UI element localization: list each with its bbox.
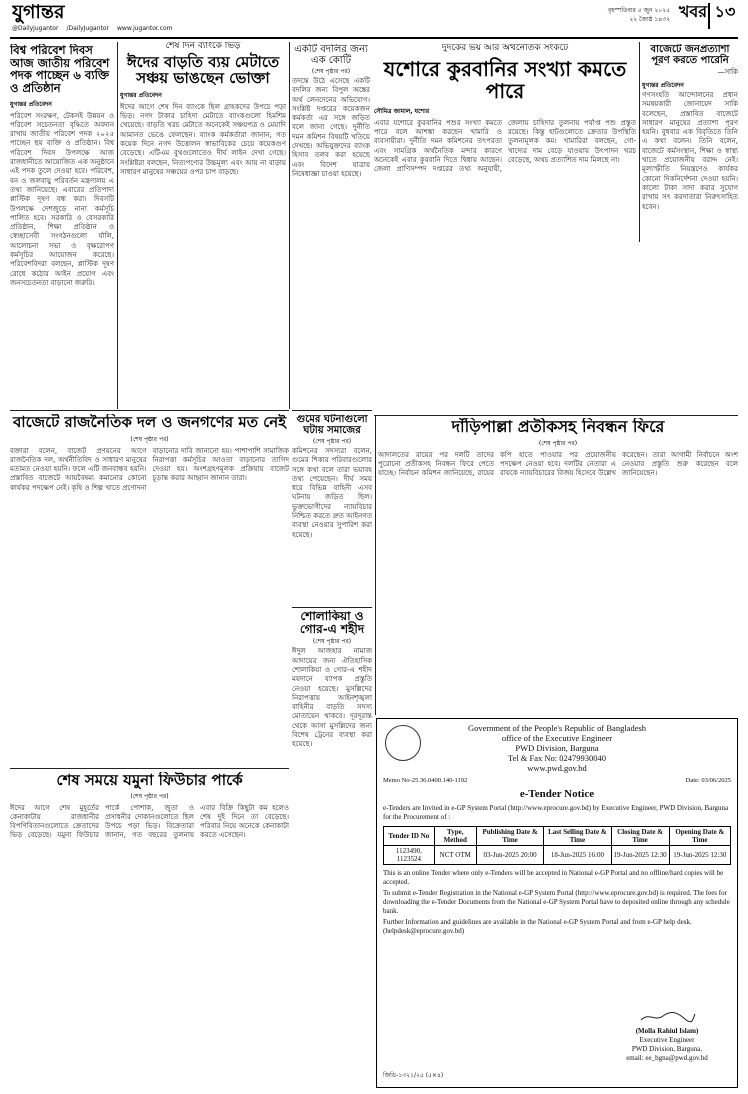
gumer-body: কমিশনের সদস্যরা বলেন, গুমের শিকার পরিবারগুলোর সঙ্গে কথা বলে তারা ভয়াবহ তথ্য পেয়েছেন। দীর্ঘ সময় ধরে বিভিন্ন বাহিনী এসব ঘটনায় জড়িত ছিল। ভুক্তভোগীদের ন্যায়বিচার নিশ্চিত করতে দ্রুত আইনগত ব্যবস্থা নেওয়ার সুপারিশ করা হয়েছে। (292, 447, 372, 539)
sholakia-story (292, 610, 372, 1010)
budget-main-body: বক্তারা বলেন, বাজেট প্রণয়নের আগে রাজনৈতিক দল, অর্থনীতিবিদ ও সাধারণ মানুষের মতামত নেওয়া হয়নি। ফলে এটি জনবান্ধব হয়নি। প্রস্তাবিত বাজেটে আয়বৈষম্য কমানোর কোনো কার্যকর পদক্ষেপ নেই। কৃষি ও শিল্প খাতে প্রণোদনা বাড়ানোর দাবি জানানো হয়। পাশাপাশি সামাজিক নিরাপত্তা কর্মসূচির আওতা বাড়ানোর তাগিদ দেওয়া হয়। অংশগ্রহণমূলক প্রক্রিয়ায় বাজেট চূড়ান্ত করার আহ্বান জানান তারা। (10, 446, 289, 492)
transfer-body: তদন্তে উঠে এসেছে একটি বদলির জন্য বিপুল অঙ্কের অর্থ লেনদেনের অভিযোগ। সংশ্লিষ্ট দপ্তরের কয়েকজন কর্মকর্তা এর সঙ্গে জড়িত বলে জানা গেছে। দুর্নীতি দমন কমিশন বিষয়টি খতিয়ে দেখছে। অভিযুক্তদের ব্যাংক হিসাব তলব করা হয়েছে এবং বিদেশ যাত্রায় নিষেধাজ্ঞা চাওয়া হয়েছে। (292, 77, 370, 178)
bank-body: ঈদের আগে শেষ দিন ব্যাংকে ছিল গ্রাহকদের উপচে পড়া ভিড়। নগদ টাকার চাহিদা মেটাতে ব্যাংকগুলো হিমশিম খেয়েছে। বাড়তি খরচ মেটাতে অনেকেই সঞ্চয়পত্র ও মেয়াদি আমানত ভেঙে ফেলছেন। ব্যাংক কর্মকর্তারা জানান, গত কয়েক দিনে নগদ উত্তোলন স্বাভাবিকের চেয়ে কয়েকগুণ বেড়েছে। এটিএম বুথগুলোতেও দীর্ঘ লাইন দেখা গেছে। সংশ্লিষ্টরা বলছেন, নিত্যপণ্যের উচ্চমূল্য এবং আয় না বাড়ায় সাধারণ মানুষের সঞ্চয়ের ওপর চাপ বাড়ছে। (120, 102, 286, 176)
signature-mark (637, 1010, 697, 1024)
environment-body: পরিবেশ সংরক্ষণ, টেকসই উন্নয়ন ও পরিবেশ সচেতনতা বৃদ্ধিতে অবদান রাখায় জাতীয় পরিবেশ পদক ২০২৫ পাচ্ছেন ছয় ব্যক্তি ও প্রতিষ্ঠান। বিশ্ব পরিবেশ দিবস উপলক্ষে আজ রাজধানীতে আয়োজিত এক অনুষ্ঠানে এই পদক তুলে দেওয়া হবে। পরিবেশ, বন ও জলবায়ু পরিবর্তন মন্ত্রণালয় এ তথ্য জানিয়েছে। এবারের প্রতিপাদ্য প্লাস্টিক দূষণ বন্ধ করা। দিবসটি উপলক্ষে দেশজুড়ে নানা কর্মসূচি পালিত হবে। সরকারি ও বেসরকারি প্রতিষ্ঠান, শিক্ষা প্রতিষ্ঠান ও স্বেচ্ছাসেবী সংগঠনগুলো র্যালি, আলোচনা সভা ও বৃক্ষরোপণ কর্মসূচির আয়োজন করেছে। পরিবেশবিদরা বলছেন, প্লাস্টিক দূষণ রোধে কঠোর আইন প্রয়োগ এবং জনসচেতনতা বাড়ানো জরুরি। (10, 111, 114, 287)
tender-note: Further Information and guidelines are available in the National e-GP System Portal and from e-GP help desk. (helpdesk@eprocure.gov.bd) (383, 918, 692, 935)
bank-story (120, 42, 286, 409)
sholakia-headline: শোলাকিয়া ও গোর-এ শহীদ (299, 610, 365, 637)
tender-header: Opening Date & Time (669, 827, 730, 846)
signer-office: PWD Division, Barguna. (631, 1045, 703, 1053)
tender-cell: 19-Jun-2025 12:30 (611, 846, 669, 865)
budget-side-headline: বাজেটে জনপ্রত্যাশা পূরণ করতে পারেনি (650, 44, 730, 66)
budget-side-story (642, 44, 738, 244)
budget-side-byline: যুগান্তর প্রতিবেদন (642, 82, 684, 89)
tender-date: Date: 03/06/2025 (685, 777, 731, 784)
date-line (570, 6, 670, 30)
budget-main-story (10, 414, 289, 764)
jessore-body: এবার যশোরে কুরবানির পশুর সংখ্যা কমতে পারে বলে আশঙ্কা করছেন খামারি ও ব্যবসায়ীরা। দুর্নীতি দমন কমিশনের তৎপরতা এবং সামগ্রিক অর্থনৈতিক মন্দার কারণে অনেকেই এবার কুরবানি দিতে দ্বিধায় আছেন। জেলা প্রাণিসম্পদ দপ্তরের তথ্য অনুযায়ী, জেলায় চাহিদার তুলনায় পর্যাপ্ত পশু প্রস্তুত রয়েছে। কিন্তু হাটগুলোতে ক্রেতার উপস্থিতি তুলনামূলক কম। খামারিরা বলছেন, গো-খাদ্যের দাম বেড়ে যাওয়ায় উৎপাদন খরচ বেড়েছে, অথচ প্রত্যাশিত দাম মিলছে না। (374, 118, 636, 174)
environment-story (10, 44, 114, 409)
scales-story (378, 418, 738, 718)
tender-header: Type, Method (434, 827, 476, 846)
tender-title: e-Tender Notice (519, 788, 595, 800)
tender-gov1: Government of the People's Republic of Bangladesh (467, 723, 647, 733)
tender-gov4: Tel & Fax No: 02479930040 (507, 753, 607, 763)
tender-gov3: PWD Division, Barguna (515, 743, 599, 753)
signature-block (607, 1010, 727, 1063)
jessore-story (374, 44, 636, 249)
tender-cell: 1123490, 1123524 (384, 846, 435, 865)
tender-header: Tender ID No (384, 827, 435, 846)
tender-ref: জিডি-১৩২১/২৫ (৫×৪) (383, 1072, 444, 1079)
twitter-handle[interactable]: @Dailyjugantor (12, 25, 59, 32)
tender-gov5: www.pwd.gov.bd (527, 763, 587, 773)
tender-cell: NCT OTM (434, 846, 476, 865)
tender-cell: 18-Jun-2025 16:00 (544, 846, 611, 865)
divider (639, 42, 640, 242)
masthead-rule (10, 37, 738, 39)
environment-byline: যুগান্তর প্রতিবেদন (10, 100, 52, 108)
website-link[interactable]: www.jugantor.com (117, 25, 173, 32)
masthead (0, 0, 748, 38)
yamuna-headline: শেষ সময়ে যমুনা ফিউচার পার্কে (56, 772, 243, 789)
budget-main-headline: বাজেটে রাজনৈতিক দল ও জনগণের মত নেই (12, 414, 287, 431)
budget-side-attrib: —সাকি (717, 68, 738, 76)
bank-kicker: শেষ দিন ব্যাংকে ভিড় (165, 42, 241, 51)
yamuna-story (10, 772, 289, 1088)
jessore-byline: সৌমিত্র জামাল, যশোর (374, 107, 430, 115)
divider (117, 42, 118, 409)
yamuna-cont: (শেষ পৃষ্ঠার পর) (130, 792, 169, 800)
date-greg: বৃহস্পতিবার ৫ জুন ২০২৫ (607, 7, 670, 14)
bank-byline: যুগান্তর প্রতিবেদন (120, 91, 162, 99)
page-number: ১৩ (708, 3, 740, 29)
transfer-headline: একটি বদলির জন্য এক কোটি (294, 44, 368, 66)
environment-headline: বিশ্ব পরিবেশ দিবস আজ জাতীয় পরিবেশ পদক পাচ্ছেন ৬ ব্যক্তি ও প্রতিষ্ঠান (10, 44, 110, 95)
divider (374, 415, 738, 416)
divider (289, 42, 290, 409)
transfer-cont: (শেষ পৃষ্ঠার পর) (311, 68, 351, 75)
date-bangla: ২২ জ্যৈষ্ঠ ১৪৩২ (629, 16, 670, 23)
social-handles (12, 25, 232, 35)
tender-header: Closing Date & Time (611, 827, 669, 846)
signer-role: Executive Engineer (639, 1036, 695, 1044)
tender-note: To submit e-Tender Registration in the National e-GP System Portal (http://www.eprocure.gov.bd) is required. The fees for downloading the e-Tender Documents from the National e-GP System Portal have to deposited online through any schedule bank. (383, 889, 730, 915)
divider (10, 768, 289, 769)
sholakia-cont: (শেষ পৃষ্ঠার পর) (312, 638, 352, 646)
divider (10, 410, 289, 411)
signer-email: email: ee_bgna@pwd.gov.bd (626, 1054, 708, 1062)
scales-headline: দাঁড়িপাল্লা প্রতীকসহ নিবন্ধন ফিরে (451, 418, 665, 436)
facebook-handle[interactable]: /DailyJugantor (66, 25, 109, 32)
transfer-story (292, 44, 370, 244)
tender-notice (376, 718, 738, 1088)
newspaper-logo: যুগান্তর (12, 2, 65, 23)
tender-table (383, 826, 731, 865)
divider (292, 607, 372, 608)
sholakia-body: ঈদুল আজহার নামাজ আদায়ের জন্য ঐতিহাসিক শোলাকিয়া ও গোর-এ শহীদ ময়দানে ব্যাপক প্রস্তুতি নেওয়া হয়েছে। মুসল্লিদের নিরাপত্তায় আইনশৃঙ্খলা বাহিনীর বাড়তি সদস্য মোতায়েন থাকবে। দূরদূরান্ত থেকে আসা মুসল্লিদের জন্য বিশেষ ট্রেনের ব্যবস্থা করা হয়েছে। (292, 647, 372, 749)
section-title: খবর (678, 3, 708, 21)
divider (292, 410, 372, 411)
budget-side-body: গণসংহতি আন্দোলনের প্রধান সমন্বয়কারী জোনায়েদ সাকি বলেছেন, প্রস্তাবিত বাজেটে সাধারণ মানুষের প্রত্যাশা পূরণ হয়নি। বুধবার এক বিবৃতিতে তিনি এ কথা বলেন। তিনি বলেন, বাজেটে কর্মসংস্থান, শিক্ষা ও স্বাস্থ্য খাতে প্রয়োজনীয় বরাদ্দ নেই। মূল্যস্ফীতি নিয়ন্ত্রণেও কার্যকর কোনো দিকনির্দেশনা দেওয়া হয়নি। কালো টাকা সাদা করার সুযোগ রাখায় সৎ করদাতারা নিরুৎসাহিত হবেন। (642, 91, 738, 211)
tender-intro: e-Tenders are Invited in e-GP System Portal (http://www.eprocure.gov.bd) by Executive Engineer, PWD Division, Barguna for the Procurement of : (383, 804, 729, 821)
tender-gov2: office of the Executive Engineer (501, 733, 613, 743)
tender-cell: 03-Jun-2025 20:00 (476, 846, 544, 865)
gumer-headline: গুমের ঘটনাগুলো ঘটায় সমাজের (296, 414, 368, 436)
tender-header: Last Selling Date & Time (544, 827, 611, 846)
bank-headline: ঈদের বাড়তি ব্যয় মেটাতে সঞ্চয় ভাঙছেন ভোক্তা (126, 52, 280, 88)
budget-main-cont: (শেষ পৃষ্ঠার পর) (130, 435, 169, 443)
tender-note: This is an online Tender where only e-Tenders will be accepted in National e-GP Portal and no offline/hard copies will be accepted. (383, 869, 724, 886)
gov-emblem (385, 725, 421, 761)
jessore-kicker: দুদকের ভয় আর অর্থনৈতিক সংকটে (441, 44, 569, 53)
jessore-headline: যশোরে কুরবানির সংখ্যা কমতে পারে (383, 56, 627, 103)
tender-memo: Memo No-25.36.0400.140-1192 (383, 777, 468, 784)
divider (375, 415, 376, 715)
yamuna-body: ঈদের আগে শেষ মুহূর্তের কেনাকাটায় রাজধানীর বিপণিবিতানগুলোতে ক্রেতাদের ভিড় বেড়েছে। যমুনা ফিউচার পার্কে পোশাক, জুতা ও প্রসাধনীর দোকানগুলোতে ছিল উপচে পড়া ভিড়। বিক্রেতারা জানান, গত বছরের তুলনায় এবার বিক্রি কিছুটা কম হলেও শেষ দুই দিনে তা বেড়েছে। পরিবার নিয়ে অনেকে কেনাকাটা করতে এসেছেন। (10, 803, 289, 840)
tender-header: Publishing Date & Time (476, 827, 544, 846)
gumer-cont: (শেষ পৃষ্ঠার পর) (312, 438, 352, 445)
tender-cell: 19-Jun-2025 12:30 (669, 846, 730, 865)
gumer-story (292, 414, 372, 604)
scales-body: আদালতের রায়ের পর দলটি তাদের পুরোনো প্রতীকসহ নিবন্ধন ফিরে পেতে যাচ্ছে। নির্বাচন কমিশন জানিয়েছে, রায়ের কপি হাতে পাওয়ার পর প্রয়োজনীয় পদক্ষেপ নেওয়া হবে। দলটির নেতারা এ রায়কে ন্যায়বিচারের বিজয় হিসেবে উল্লেখ করেছেন। তারা আগামী নির্বাচনে অংশ নেওয়ার প্রস্তুতি শুরু করেছেন বলে জানিয়েছেন। (378, 450, 738, 478)
signer-name: (Molla Rahiul Islam) (635, 1027, 699, 1035)
scales-cont: (শেষ পৃষ্ঠার পর) (538, 439, 578, 447)
